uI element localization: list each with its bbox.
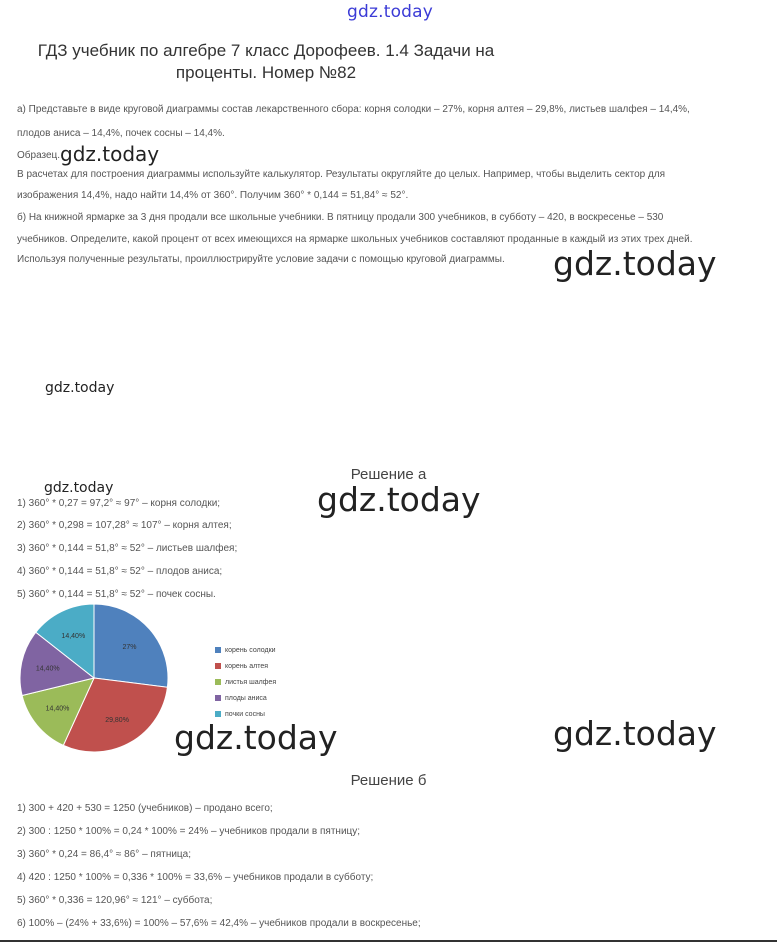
solution-b-heading: Решение б	[350, 772, 427, 789]
legend-item	[215, 642, 276, 658]
solution-a-heading: Решение а	[350, 466, 427, 483]
title-line-1: ГДЗ учебник по алгебре 7 класс Дорофеев. 1.4 Задачи на	[37, 41, 495, 60]
legend-swatch	[215, 679, 221, 685]
pie-data-label: 27%	[122, 644, 137, 652]
solution-a-step-1: 1) 360° * 0,27 = 97,2° ≈ 97° – корня солодки;	[17, 498, 221, 509]
divider	[0, 940, 777, 942]
solution-a-step-4: 4) 360° * 0,144 = 51,8° ≈ 52° – плодов аниса;	[17, 566, 223, 577]
solution-a-step-3: 3) 360° * 0,144 = 51,8° ≈ 52° – листьев шалфея;	[17, 543, 238, 554]
legend-label: плоды аниса	[225, 694, 267, 702]
sample-line-2: изображения 14,4%, надо найти 14,4% от 360°. Получим 360° * 0,144 = 51,84° ≈ 52°.	[17, 190, 409, 201]
solution-b-step-1: 1) 300 + 420 + 530 = 1250 (учебников) – продано всего;	[17, 803, 273, 814]
pie-data-label: 14,40%	[45, 705, 70, 713]
pie-data-label: 29,80%	[105, 716, 129, 724]
legend-label: корень солодки	[225, 646, 276, 654]
title-line-2: проценты. Номер №82	[175, 63, 357, 82]
legend-item	[215, 658, 276, 674]
watermark-5: gdz.today	[317, 480, 481, 519]
solution-b-step-6: 6) 100% – (24% + 33,6%) = 100% – 57,6% = 42,4% – учебников продали в воскресенье;	[17, 918, 421, 929]
legend-swatch	[215, 711, 221, 717]
sample-label: Образец.	[17, 150, 61, 161]
task-b-line-3: Используя полученные результаты, проиллюстрируйте условие задачи с помощью круговой диаграммы.	[17, 254, 505, 265]
watermark-6: gdz.today	[174, 718, 338, 757]
legend-label: листья шалфея	[225, 678, 277, 686]
solution-b-step-3: 3) 360° * 0,24 = 86,4° ≈ 86° – пятница;	[17, 849, 191, 860]
solution-b-step-5: 5) 360° * 0,336 = 120,96° ≈ 121° – суббота;	[17, 895, 213, 906]
task-a-line-2: плодов аниса – 14,4%, почек сосны – 14,4%.	[17, 128, 225, 139]
legend-swatch	[215, 663, 221, 669]
solution-a-step-5: 5) 360° * 0,144 = 51,8° ≈ 52° – почек сосны.	[17, 589, 216, 600]
watermark-7: gdz.today	[553, 714, 717, 753]
task-a-line-1: а) Представьте в виде круговой диаграммы состав лекарственного сбора: корня солодки – 27%, корня алтея – 29,8%, листьев шалфея – 14,4%,	[17, 104, 690, 115]
watermark-top: gdz.today	[347, 2, 434, 22]
watermark-4: gdz.today	[44, 480, 114, 496]
legend-swatch	[215, 695, 221, 701]
solution-b-step-2: 2) 300 : 1250 * 100% = 0,24 * 100% = 24% – учебников продали в пятницу;	[17, 826, 361, 837]
watermark-2: gdz.today	[553, 244, 717, 283]
legend-item	[215, 690, 276, 706]
legend-label: почки сосны	[225, 710, 265, 718]
sample-line-1: В расчетах для построения диаграммы используйте калькулятор. Результаты округляйте до целых. Например, чтобы выделить сектор для	[17, 169, 666, 180]
pie-data-label: 14,40%	[61, 632, 86, 640]
watermark-1: gdz.today	[60, 142, 160, 166]
watermark-3: gdz.today	[45, 380, 115, 396]
chart-legend	[215, 642, 276, 722]
task-b-line-2: учебников. Определите, какой процент от всех имеющихся на ярмарке школьных учебников составляют проданные в каждый из этих трех дней.	[17, 234, 693, 245]
pie-chart	[0, 600, 200, 770]
task-b-line-1: б) На книжной ярмарке за 3 дня продали все школьные учебники. В пятницу продали 300 учебников, в субботу – 420, в воскресенье – 530	[17, 212, 664, 223]
legend-item	[215, 674, 276, 690]
legend-swatch	[215, 647, 221, 653]
legend-label: корень алтея	[225, 662, 269, 670]
page-title	[0, 40, 532, 84]
solution-a-step-2: 2) 360° * 0,298 = 107,28° ≈ 107° – корня алтея;	[17, 520, 232, 531]
solution-b-step-4: 4) 420 : 1250 * 100% = 0,336 * 100% = 33,6% – учебников продали в субботу;	[17, 872, 374, 883]
pie-data-label: 14,40%	[35, 665, 60, 673]
